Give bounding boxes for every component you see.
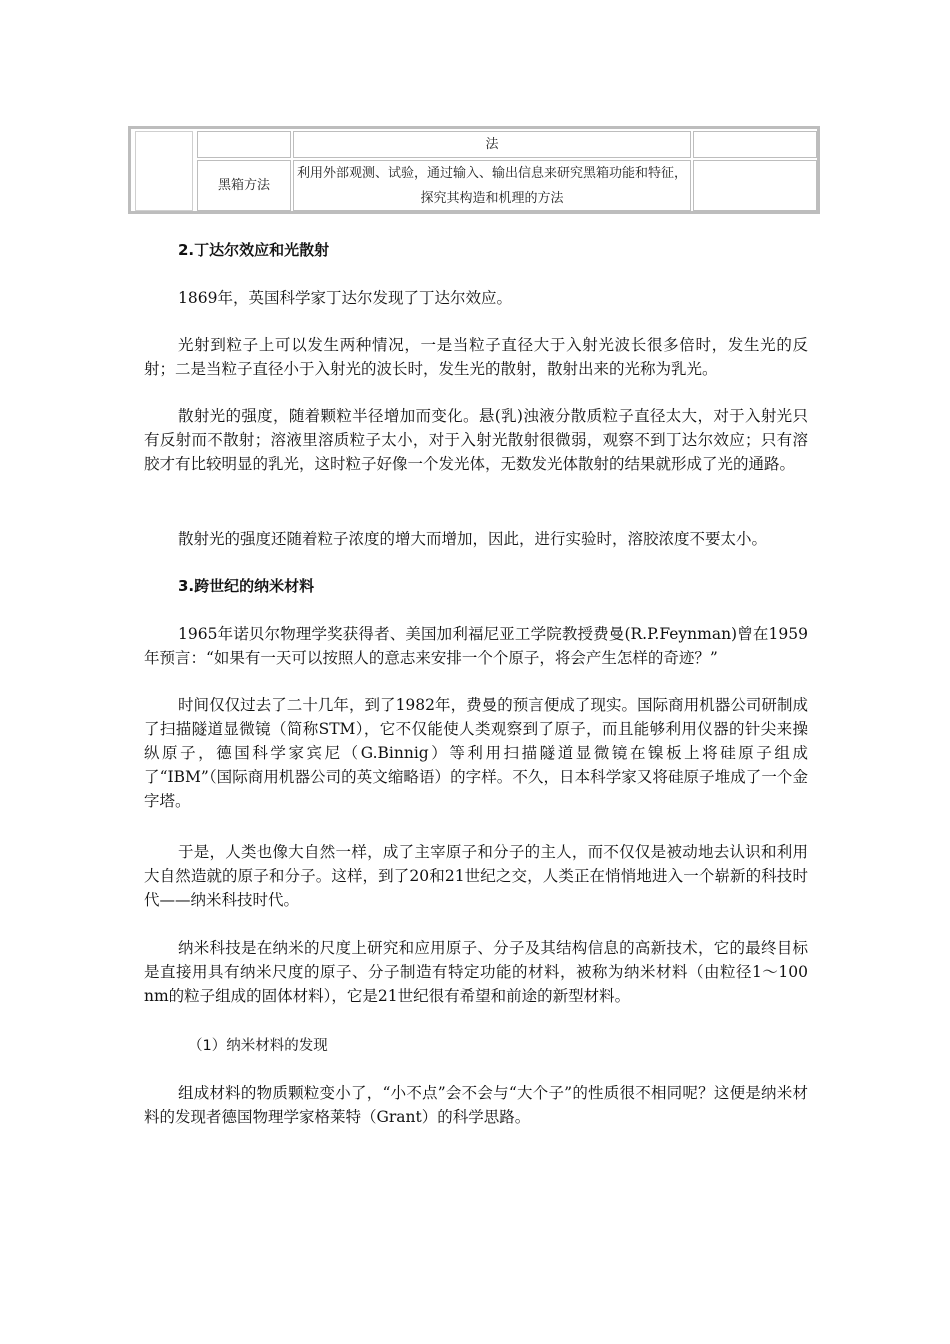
paragraph: 1869年，英国科学家丁达尔发现了丁达尔效应。 [178, 289, 512, 307]
methods-table [128, 126, 820, 214]
paragraph: 光射到粒子上可以发生两种情况，一是当粒子直径大于入射光波长很多倍时，发生光的反射；二是当粒子直径小于入射光的波长时，发生光的散射，散射出来的光称为乳光。 [144, 336, 808, 378]
section-heading: 3.跨世纪的纳米材料 [178, 577, 315, 595]
table-merged-cell [135, 131, 193, 211]
paragraph: 散射光的强度还随着粒子浓度的增大而增加，因此，进行实验时，溶胶浓度不要太小。 [178, 530, 768, 548]
table-cell [197, 131, 291, 158]
table-cell [693, 160, 817, 211]
paragraph: 1965年诺贝尔物理学奖获得者、美国加利福尼亚工学院教授费曼(R.P.Feynman)曾在1959年预言：“如果有一天可以按照人的意志来安排一个个原子，将会产生怎样的奇迹？” [144, 625, 808, 667]
paragraph: 于是，人类也像大自然一样，成了主宰原子和分子的主人，而不仅仅是被动地去认识和利用大自然造就的原子和分子。这样，到了20和21世纪之交，人类正在悄悄地进入一个崭新的科技时代——纳米科技时代。 [144, 843, 808, 909]
table-cell-method-name: 黑箱方法 [197, 160, 291, 211]
paragraph: 组成材料的物质颗粒变小了，“小不点”会不会与“大个子”的性质很不相同呢？这便是纳米材料的发现者德国物理学家格莱特（Grant）的科学思路。 [144, 1084, 808, 1126]
table-cell [693, 131, 817, 158]
section-heading: 2.丁达尔效应和光散射 [178, 241, 330, 259]
table-cell-method-description: 利用外部观测、试验，通过输入、输出信息来研究黑箱功能和特征，探究其构造和机理的方法 [293, 160, 691, 211]
paragraph: 散射光的强度，随着颗粒半径增加而变化。悬(乳)浊液分散质粒子直径太大，对于入射光只有反射而不散射；溶液里溶质粒子太小，对于入射光散射很微弱，观察不到丁达尔效应；只有溶胶才有比较明显的乳光，这时粒子好像一个发光体，无数发光体散射的结果就形成了光的通路。 [144, 407, 808, 473]
subsection-heading: （1）纳米材料的发现 [188, 1038, 328, 1054]
table-cell: 法 [293, 131, 691, 158]
paragraph: 纳米科技是在纳米的尺度上研究和应用原子、分子及其结构信息的高新技术，它的最终目标是直接用具有纳米尺度的原子、分子制造有特定功能的材料，被称为纳米材料（由粒径1～100 nm的粒子组成的固体材料），它是21世纪很有希望和前途的新型材料。 [144, 939, 808, 1005]
paragraph: 时间仅仅过去了二十几年，到了1982年，费曼的预言便成了现实。国际商用机器公司研制成了扫描隧道显微镜（简称STM），它不仅能使人类观察到了原子，而且能够利用仪器的针尖来操纵原子，德国科学家宾尼（G.Binnig）等利用扫描隧道显微镜在镍板上将硅原子组成了“IBM”（国际商用机器公司的英文缩略语）的字样。不久，日本科学家又将硅原子堆成了一个金字塔。 [144, 696, 808, 810]
